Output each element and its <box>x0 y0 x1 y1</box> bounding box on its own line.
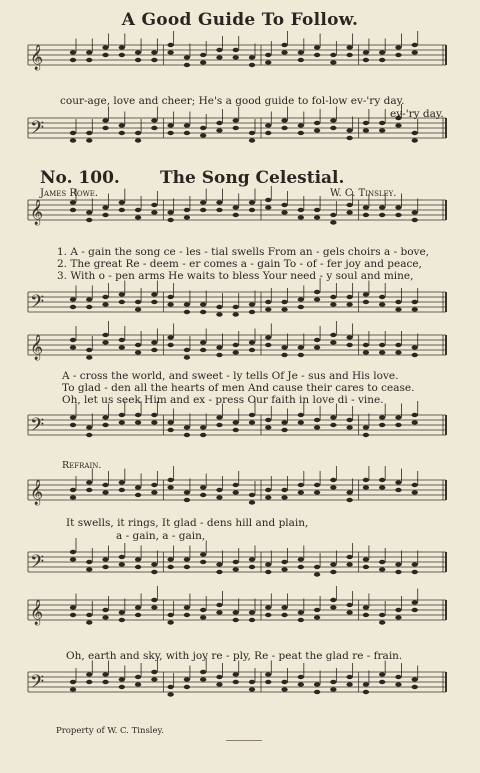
hymn-composer: W. C. Tinsley. <box>330 188 397 199</box>
svg-text:𝄢: 𝄢 <box>30 552 45 577</box>
svg-text:𝄞: 𝄞 <box>30 200 44 225</box>
verse-1-line-b: A - cross the world, and sweet - ly tells Of Je - sus and His love. <box>62 370 399 382</box>
verse-2-line-b: To glad - den all the hearts of men And cause their cares to cease. <box>62 382 415 394</box>
previous-hymn-lyric-echo: ev-'ry day. <box>390 108 444 120</box>
svg-text:𝄞: 𝄞 <box>30 335 44 360</box>
refrain-label: Refrain. <box>62 460 102 471</box>
svg-text:𝄢: 𝄢 <box>30 672 45 697</box>
svg-text:𝄞: 𝄞 <box>30 45 44 70</box>
verse-1-line-a: 1. A - gain the song ce - les - tial swells From an - gels choirs a - bove, <box>57 246 429 258</box>
hymn-number: No. 100. <box>40 168 120 188</box>
verse-3-line-a: 3. With o - pen arms He waits to bless Your need - y soul and mine, <box>57 270 414 282</box>
svg-text:𝄢: 𝄢 <box>30 292 45 317</box>
copyright-notice: Property of W. C. Tinsley. <box>56 726 164 736</box>
hymn-author: James Rowe. <box>40 188 99 199</box>
footer-divider <box>226 740 262 741</box>
verse-3-line-b: Oh, let us seek Him and ex - press Our faith in love di - vine. <box>62 394 384 406</box>
previous-hymn-lyric-line: cour-age, love and cheer; He's a good guide to fol-low ev-'ry day. <box>60 95 405 107</box>
svg-text:𝄢: 𝄢 <box>30 415 45 440</box>
svg-text:𝄞: 𝄞 <box>30 600 44 625</box>
refrain-line-2: a - gain, a - gain, <box>116 530 206 542</box>
previous-hymn-title: A Good Guide To Follow. <box>121 10 359 30</box>
svg-text:𝄞: 𝄞 <box>30 480 44 505</box>
refrain-line-1: It swells, it rings, It glad - dens hill and plain, <box>66 517 309 529</box>
svg-text:𝄢: 𝄢 <box>30 118 45 143</box>
verse-2-line-a: 2. The great Re - deem - er comes a - gain To - of - fer joy and peace, <box>57 258 422 270</box>
hymn-title: The Song Celestial. <box>160 168 345 188</box>
refrain-line-3: Oh, earth and sky, with joy re - ply, Re - peat the glad re - frain. <box>66 650 403 662</box>
